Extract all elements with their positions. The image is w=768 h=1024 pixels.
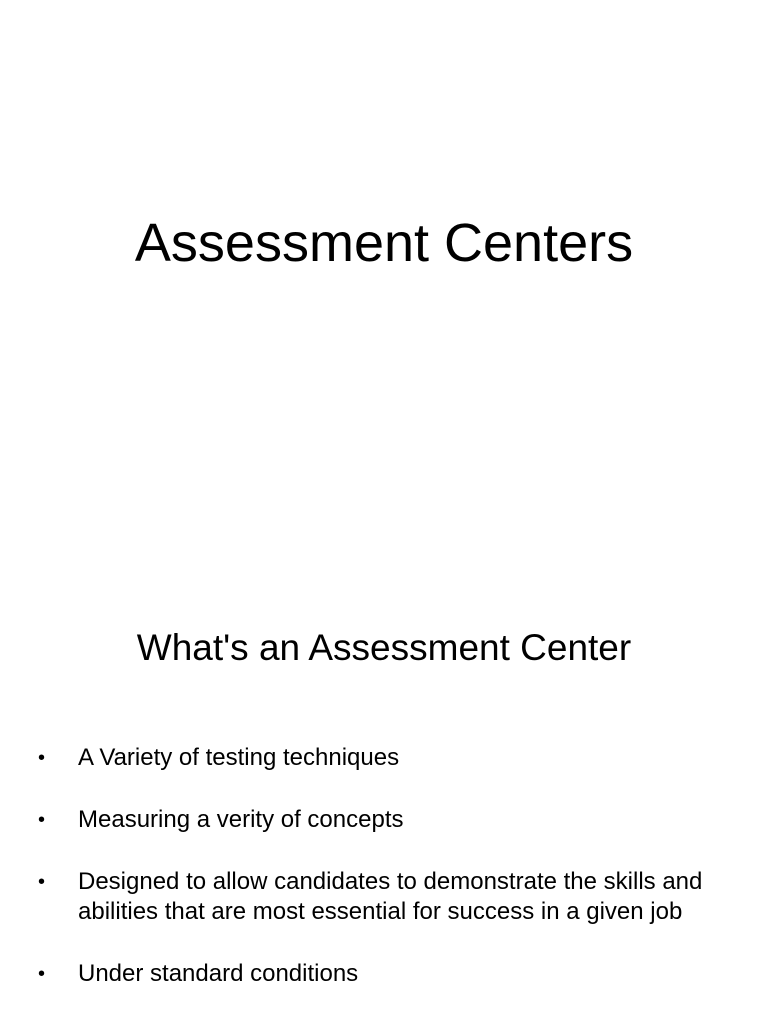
bullet-text: A Variety of testing techniques <box>78 744 400 771</box>
bullet-icon: • <box>38 747 46 769</box>
bullet-text: Under standard conditions <box>78 960 359 987</box>
slide-heading: What's an Assessment Center <box>136 627 632 668</box>
bullet-item <box>0 959 768 989</box>
bullet-item <box>0 867 768 927</box>
bullet-item <box>0 743 768 773</box>
slide-title: Assessment Centers <box>134 213 634 273</box>
bullet-text: Designed to allow candidates to demonstrate the skills and abilities that are most essential for success in a given job <box>78 868 703 925</box>
content-slide <box>0 576 768 1024</box>
bullet-list <box>0 743 768 1021</box>
bullet-icon: • <box>38 963 46 985</box>
bullet-text: Measuring a verity of concepts <box>78 806 404 833</box>
bullet-icon: • <box>38 871 46 893</box>
bullet-icon: • <box>38 809 46 831</box>
bullet-item <box>0 805 768 835</box>
